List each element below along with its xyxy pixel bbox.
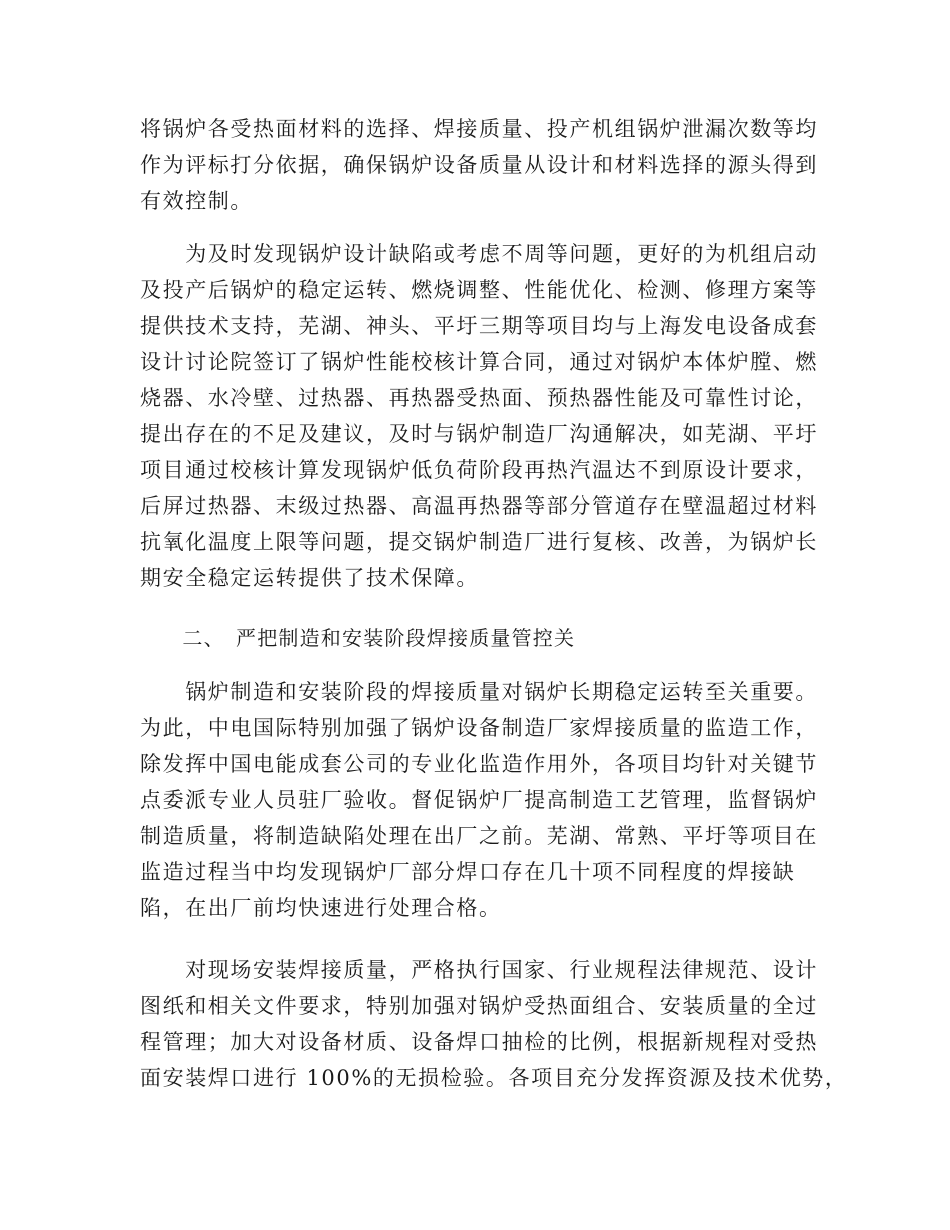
paragraph-3-line-5: 制造质量，将制造缺陷处理在出厂之前。芜湖、常熟、平圩等项目在: [140, 824, 818, 848]
section-heading: 二、 严把制造和安装阶段焊接质量管控关: [140, 626, 576, 650]
paragraph-3-line-4: 点委派专业人员驻厂验收。督促锅炉厂提高制造工艺管理，监督锅炉: [140, 788, 818, 812]
paragraph-1-line-2: 作为评标打分依据，确保锅炉设备质量从设计和材料选择的源头得到: [140, 153, 818, 177]
paragraph-4-line-2: 图纸和相关文件要求，特别加强对锅炉受热面组合、安装质量的全过: [140, 994, 818, 1018]
paragraph-3-line-2: 为此，中电国际特别加强了锅炉设备制造厂家焊接质量的监造工作，: [140, 716, 818, 740]
paragraph-4-line-1: 对现场安装焊接质量，严格执行国家、行业规程法律规范、设计: [140, 958, 818, 982]
paragraph-2-line-1: 为及时发现锅炉设计缺陷或考虑不周等问题，更好的为机组启动: [140, 242, 818, 266]
paragraph-1-line-1: 将锅炉各受热面材料的选择、焊接质量、投产机组锅炉泄漏次数等均: [140, 117, 818, 141]
paragraph-3-line-6: 监造过程当中均发现锅炉厂部分焊口存在几十项不同程度的焊接缺: [140, 860, 796, 884]
paragraph-3-line-3: 除发挥中国电能成套公司的专业化监造作用外，各项目均针对关键节: [140, 752, 818, 776]
paragraph-2-line-6: 提出存在的不足及建议，及时与锅炉制造厂沟通解决，如芜湖、平圩: [140, 422, 818, 446]
paragraph-2-line-5: 烧器、水冷壁、过热器、再热器受热面、预热器性能及可靠性讨论，: [140, 386, 818, 410]
paragraph-2-line-3: 提供技术支持，芜湖、神头、平圩三期等项目均与上海发电设备成套: [140, 314, 818, 338]
paragraph-4-line-4: 面安装焊口进行 100%的无损检验。各项目充分发挥资源及技术优势，: [140, 1066, 848, 1090]
paragraph-4-line-3: 程管理；加大对设备材质、设备焊口抽检的比例，根据新规程对受热: [140, 1030, 818, 1054]
paragraph-2-line-8: 后屏过热器、末级过热器、高温再热器等部分管道存在壁温超过材料: [140, 494, 818, 518]
paragraph-2-line-7: 项目通过校核计算发现锅炉低负荷阶段再热汽温达不到原设计要求，: [140, 458, 818, 482]
paragraph-1-line-3: 有效控制。: [140, 189, 253, 213]
paragraph-2-line-9: 抗氧化温度上限等问题，提交锅炉制造厂进行复核、改善，为锅炉长: [140, 530, 818, 554]
paragraph-2-line-10: 期安全稳定运转提供了技术保障。: [140, 566, 479, 590]
paragraph-2-line-2: 及投产后锅炉的稳定运转、燃烧调整、性能优化、检测、修理方案等: [140, 278, 818, 302]
paragraph-2-line-4: 设计讨论院签订了锅炉性能校核计算合同，通过对锅炉本体炉膛、燃: [140, 350, 818, 374]
paragraph-3-line-1: 锅炉制造和安装阶段的焊接质量对锅炉长期稳定运转至关重要。: [140, 680, 818, 704]
paragraph-3-line-7: 陷，在出厂前均快速进行处理合格。: [140, 896, 502, 920]
